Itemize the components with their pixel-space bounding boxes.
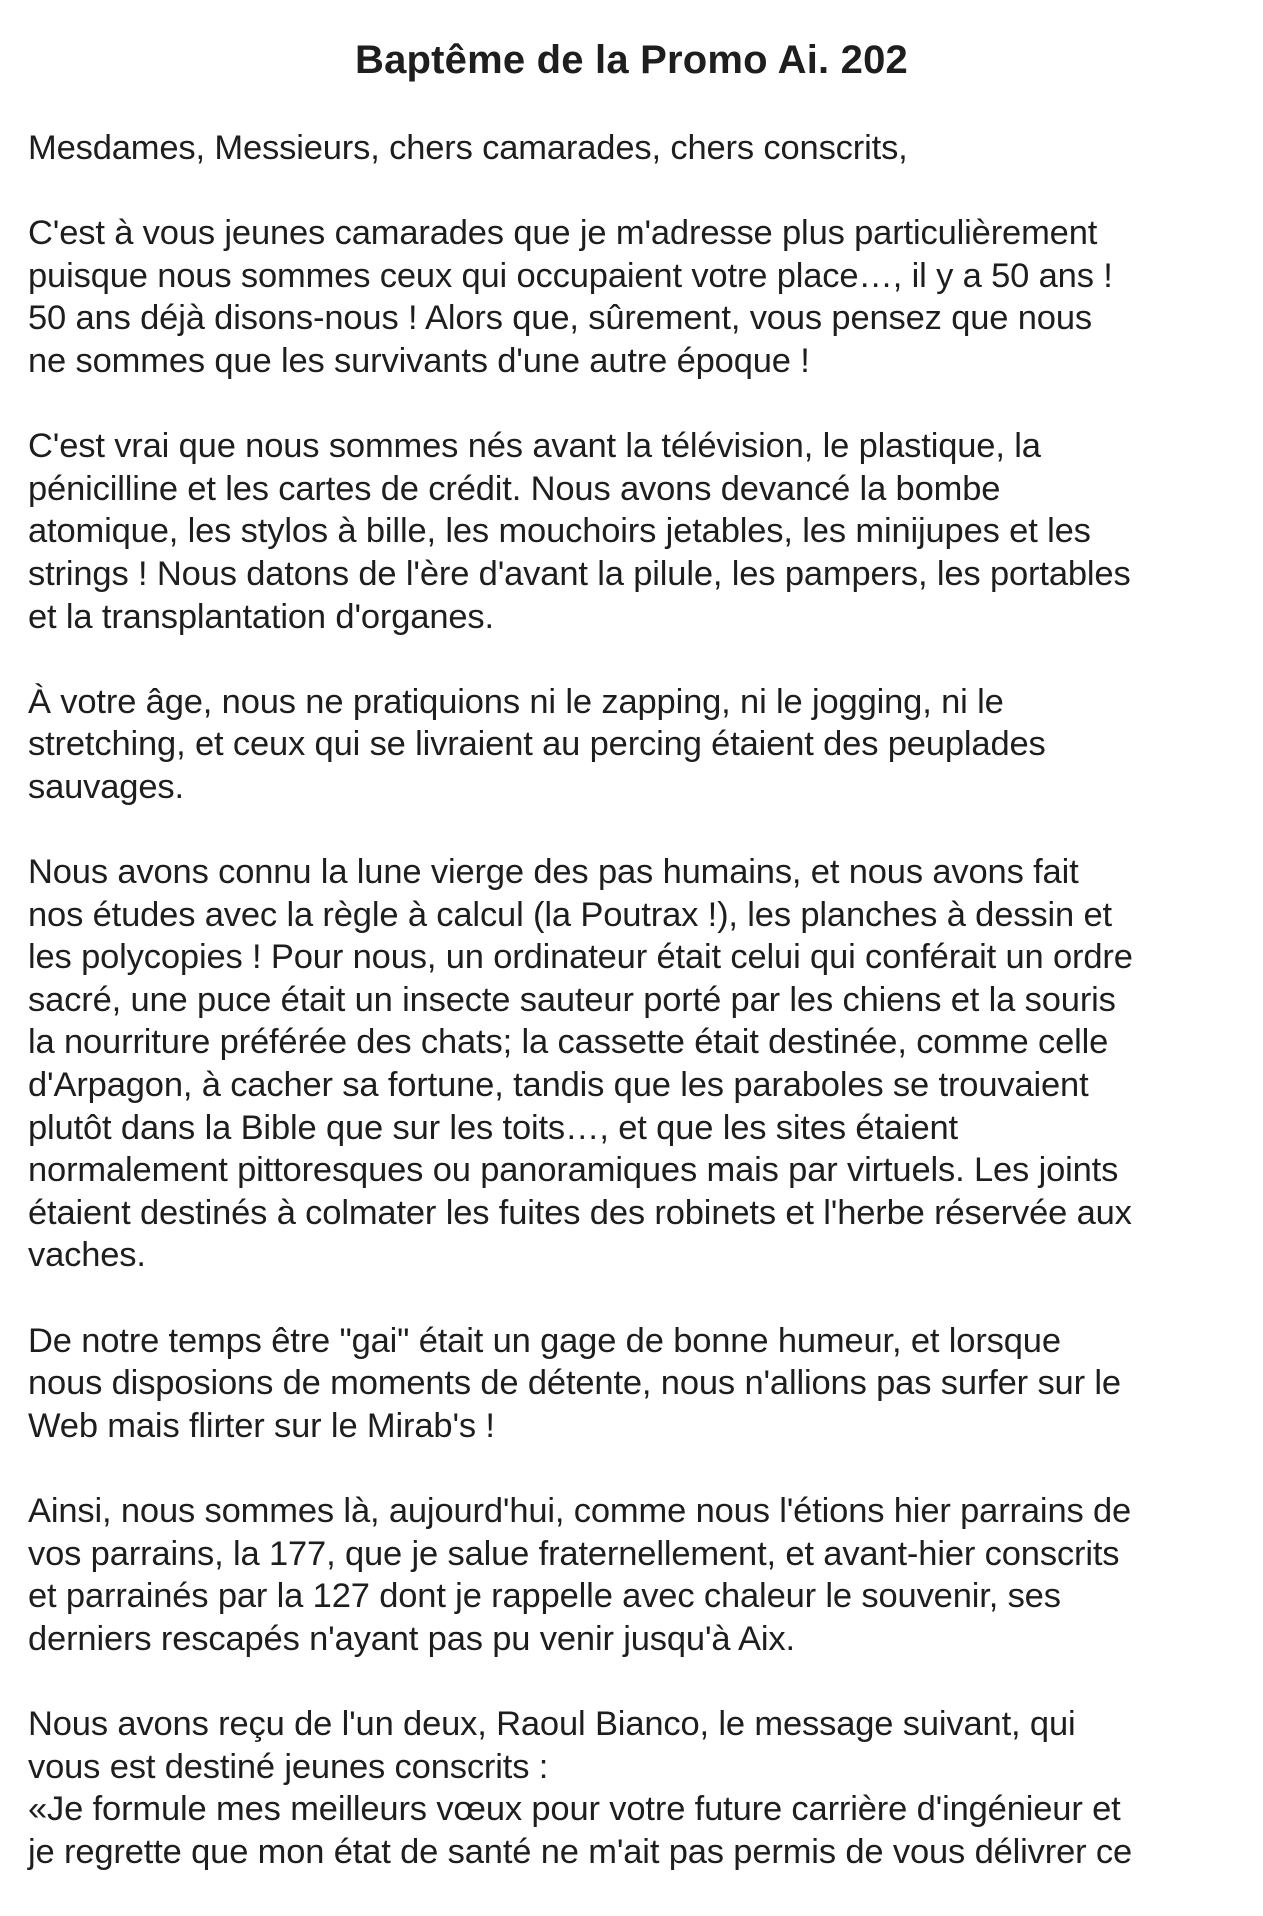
paragraph (28, 127, 1243, 170)
paragraph (28, 1703, 1243, 1873)
text-line: atomique, les stylos à bille, les mouchoirs jetables, les minijupes et les (28, 512, 1091, 551)
text-line: je regrette que mon état de santé ne m'ait pas permis de vous délivrer ce (28, 1832, 1133, 1871)
text-line: vos parrains, la 177, que je salue fraternellement, et avant-hier conscrits (28, 1534, 1120, 1573)
text-line: normalement pittoresques ou panoramiques mais par virtuels. Les joints (28, 1151, 1119, 1190)
text-line: derniers rescapés n'ayant pas pu venir jusqu'à Aix. (28, 1619, 795, 1658)
text-line: la nourriture préférée des chats; la cassette était destinée, comme celle (28, 1023, 1109, 1062)
text-line: Nous avons connu la lune vierge des pas humains, et nous avons fait (28, 853, 1079, 892)
text-line: C'est vrai que nous sommes nés avant la télévision, le plastique, la (28, 427, 1041, 466)
text-line: les polycopies ! Pour nous, un ordinateur était celui qui conférait un ordre (28, 938, 1133, 977)
text-line: «Je formule mes meilleurs vœux pour votre future carrière d'ingénieur et (28, 1790, 1121, 1829)
text-line: Web mais flirter sur le Mirab's ! (28, 1406, 495, 1445)
paragraph (28, 681, 1243, 809)
paragraph (28, 212, 1243, 382)
text-line: plutôt dans la Bible que sur les toits…, et que les sites étaient (28, 1108, 958, 1147)
text-line: puisque nous sommes ceux qui occupaient votre place…, il y a 50 ans ! (28, 256, 1113, 295)
text-line: C'est à vous jeunes camarades que je m'adresse plus particulièrement (28, 214, 1098, 253)
text-line: De notre temps être "gai" était un gage de bonne humeur, et lorsque (28, 1321, 1061, 1360)
text-line: vous est destiné jeunes conscrits : (28, 1747, 549, 1786)
text-line: étaient destinés à colmater les fuites des robinets et l'herbe réservée aux (28, 1193, 1132, 1232)
paragraph (28, 425, 1243, 638)
document-title: Baptême de la Promo Ai. 202 (355, 38, 908, 82)
text-line: strings ! Nous datons de l'ère d'avant la pilule, les pampers, les portables (28, 554, 1131, 593)
text-line: ne sommes que les survivants d'une autre époque ! (28, 341, 810, 380)
text-line: sauvages. (28, 767, 184, 806)
paragraph (28, 1490, 1243, 1660)
text-line: Ainsi, nous sommes là, aujourd'hui, comme nous l'étions hier parrains de (28, 1492, 1132, 1530)
paragraph (28, 1320, 1243, 1448)
paragraph (28, 851, 1243, 1277)
text-line: Nous avons reçu de l'un deux, Raoul Bianco, le message suivant, qui (28, 1704, 1076, 1743)
text-line: d'Arpagon, à cacher sa fortune, tandis que les paraboles se trouvaient (28, 1066, 1089, 1105)
text-line: et parrainés par la 127 dont je rappelle avec chaleur le souvenir, ses (28, 1577, 1061, 1616)
text-line: stretching, et ceux qui se livraient au percing étaient des peuplades (28, 725, 1046, 764)
text-line: Mesdames, Messieurs, chers camarades, chers conscrits, (28, 129, 908, 167)
text-line: 50 ans déjà disons-nous ! Alors que, sûrement, vous pensez que nous (28, 299, 1092, 338)
text-line: sacré, une puce était un insecte sauteur porté par les chiens et la souris (28, 980, 1116, 1019)
document-body (28, 127, 1243, 1916)
text-line: vaches. (28, 1236, 146, 1275)
text-line: nos études avec la règle à calcul (la Poutrax !), les planches à dessin et (28, 895, 1112, 934)
text-line: pénicilline et les cartes de crédit. Nous avons devancé la bombe (28, 469, 1001, 508)
text-line: et la transplantation d'organes. (28, 597, 494, 636)
text-line: À votre âge, nous ne pratiquions ni le zapping, ni le jogging, ni le (28, 682, 1004, 721)
text-line: nous disposions de moments de détente, nous n'allions pas surfer sur le (28, 1364, 1121, 1403)
